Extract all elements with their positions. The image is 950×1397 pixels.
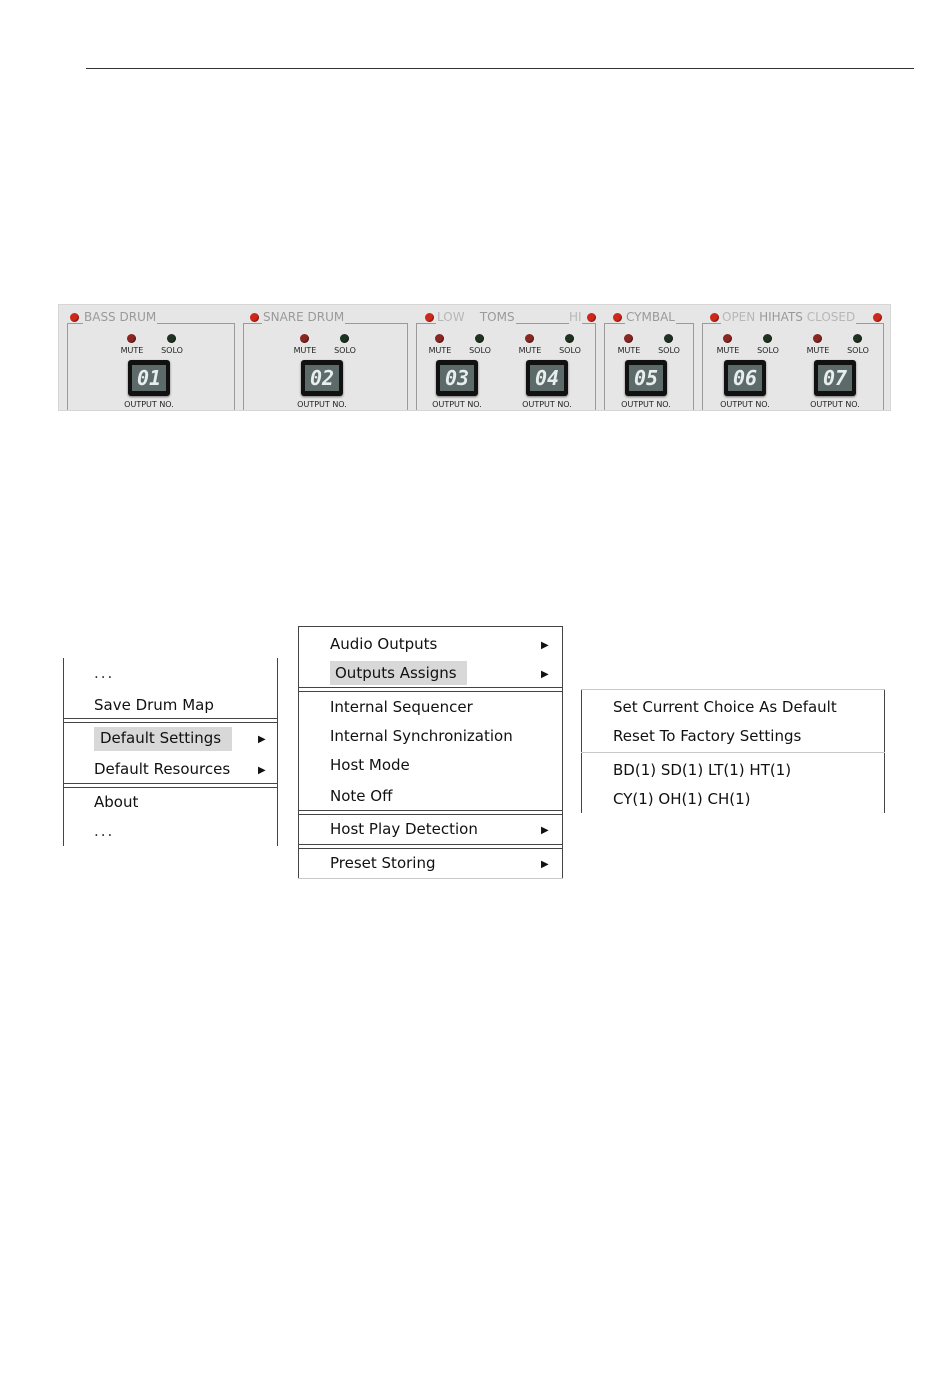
mute-button[interactable] — [723, 334, 732, 343]
drum-output-panel — [58, 304, 891, 411]
menu-ellipsis: ... — [94, 664, 115, 682]
solo-label: SOLO — [559, 346, 581, 355]
output-no-label: OUTPUT NO. — [621, 400, 671, 409]
set-current-choice-default-item[interactable]: Set Current Choice As Default — [613, 698, 837, 716]
channel-strip — [502, 332, 592, 411]
output-number-display[interactable]: 06 — [724, 360, 766, 396]
save-drum-map-item[interactable]: Save Drum Map — [94, 696, 214, 714]
output-no-label: OUTPUT NO. — [432, 400, 482, 409]
snare-drum-led — [250, 313, 259, 322]
default-resources-item[interactable]: Default Resources — [94, 760, 231, 778]
solo-label: SOLO — [334, 346, 356, 355]
page-header-rule — [86, 68, 914, 69]
solo-button[interactable] — [340, 334, 349, 343]
solo-label: SOLO — [469, 346, 491, 355]
preset-storing-item[interactable]: Preset Storing — [330, 854, 436, 872]
note-off-item[interactable]: Note Off — [330, 787, 393, 805]
solo-label: SOLO — [658, 346, 680, 355]
section-toms — [408, 305, 596, 411]
channel-strip — [700, 332, 790, 411]
output-no-label: OUTPUT NO. — [810, 400, 860, 409]
output-no-label: OUTPUT NO. — [124, 400, 174, 409]
bass-drum-led — [70, 313, 79, 322]
toms-hi-led — [587, 313, 596, 322]
section-bass-drum — [59, 305, 235, 411]
mute-button[interactable] — [624, 334, 633, 343]
mute-button[interactable] — [813, 334, 822, 343]
section-title: SNARE DRUM — [263, 310, 345, 324]
output-no-label: OUTPUT NO. — [522, 400, 572, 409]
triangle-right-icon: ▶ — [258, 734, 266, 745]
mute-button[interactable] — [435, 334, 444, 343]
host-play-detection-item[interactable]: Host Play Detection — [330, 820, 478, 838]
section-title: CYMBAL — [626, 310, 675, 324]
hihat-open-led — [710, 313, 719, 322]
triangle-right-icon: ▶ — [258, 765, 266, 776]
output-no-label: OUTPUT NO. — [720, 400, 770, 409]
solo-button[interactable] — [167, 334, 176, 343]
mute-label: MUTE — [518, 346, 542, 355]
channel-strip — [790, 332, 880, 411]
triangle-right-icon: ▶ — [541, 669, 549, 680]
section-cymbal — [596, 305, 694, 411]
solo-button[interactable] — [763, 334, 772, 343]
solo-button[interactable] — [664, 334, 673, 343]
triangle-right-icon: ▶ — [541, 859, 549, 870]
reset-factory-settings-item[interactable]: Reset To Factory Settings — [613, 727, 802, 745]
output-number-display[interactable]: 01 — [128, 360, 170, 396]
mute-button[interactable] — [300, 334, 309, 343]
audio-outputs-item[interactable]: Audio Outputs — [330, 635, 438, 653]
solo-button[interactable] — [565, 334, 574, 343]
section-title: OPEN HIHATS CLOSED — [722, 310, 856, 324]
section-title: BASS DRUM — [84, 310, 157, 324]
host-mode-item[interactable]: Host Mode — [330, 756, 410, 774]
mute-button[interactable] — [525, 334, 534, 343]
outputs-assigns-item[interactable]: Outputs Assigns — [335, 664, 457, 682]
output-no-label: OUTPUT NO. — [297, 400, 347, 409]
cymbal-led — [613, 313, 622, 322]
solo-label: SOLO — [757, 346, 779, 355]
output-assignment-line[interactable]: CY(1) OH(1) CH(1) — [613, 790, 751, 808]
internal-synchronization-item[interactable]: Internal Synchronization — [330, 727, 513, 745]
solo-label: SOLO — [847, 346, 869, 355]
mute-label: MUTE — [716, 346, 740, 355]
default-settings-item[interactable]: Default Settings — [100, 729, 222, 747]
output-number-display[interactable]: 02 — [301, 360, 343, 396]
section-hihats — [694, 305, 891, 411]
output-number-display[interactable]: 07 — [814, 360, 856, 396]
mute-button[interactable] — [127, 334, 136, 343]
triangle-right-icon: ▶ — [541, 640, 549, 651]
channel-strip — [277, 332, 367, 411]
menu-ellipsis: ... — [94, 822, 115, 840]
about-item[interactable]: About — [94, 793, 139, 811]
channel-strip — [412, 332, 502, 411]
solo-button[interactable] — [853, 334, 862, 343]
section-title: LOW TOMS — [437, 310, 515, 324]
mute-label: MUTE — [120, 346, 144, 355]
output-number-display[interactable]: 04 — [526, 360, 568, 396]
triangle-right-icon: ▶ — [541, 825, 549, 836]
toms-hi-label: HI — [569, 310, 582, 324]
mute-label: MUTE — [806, 346, 830, 355]
output-assignment-line[interactable]: BD(1) SD(1) LT(1) HT(1) — [613, 761, 792, 779]
mute-label: MUTE — [617, 346, 641, 355]
hihat-closed-led — [873, 313, 882, 322]
channel-strip — [601, 332, 691, 411]
solo-label: SOLO — [161, 346, 183, 355]
channel-strip — [104, 332, 194, 411]
toms-low-led — [425, 313, 434, 322]
output-number-display[interactable]: 05 — [625, 360, 667, 396]
solo-button[interactable] — [475, 334, 484, 343]
internal-sequencer-item[interactable]: Internal Sequencer — [330, 698, 473, 716]
mute-label: MUTE — [428, 346, 452, 355]
output-number-display[interactable]: 03 — [436, 360, 478, 396]
mute-label: MUTE — [293, 346, 317, 355]
section-snare-drum — [235, 305, 408, 411]
